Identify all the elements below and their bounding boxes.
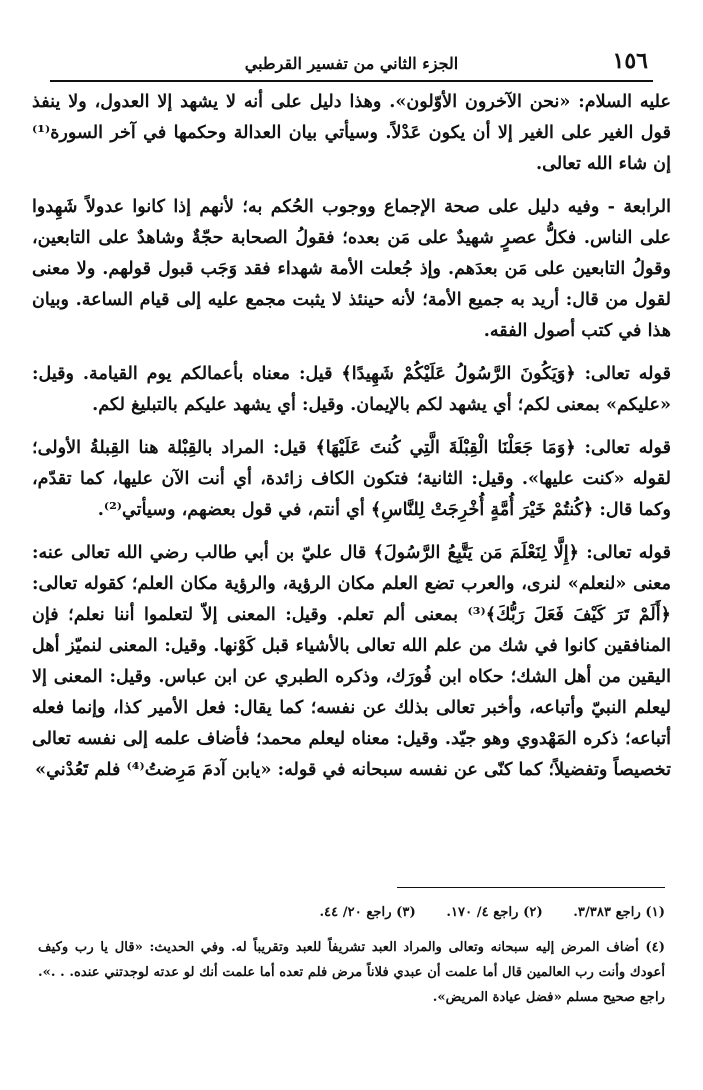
page-number: ١٥٦ <box>612 48 648 74</box>
footnote-4: (٤) أضاف المرض إليه سبحانه وتعالى والمراد العبد تشريفاً للعبد وتقريباً له. وفي الحديث: «قال يا رب وكيف أعودك وأنت رب العالمين قال أما علمت أن عبدي فلاناً مرض فلم تعده أما علمت أنك لو عدته لوجدتني عنده. . .». راجع صحيح مسلم «فضل عيادة المريض». <box>38 940 665 1005</box>
main-text <box>32 86 671 797</box>
footnote-divider <box>397 887 665 888</box>
footnote-refs-line <box>38 900 665 925</box>
paragraph-5: قوله تعالى: ﴿إِلَّا لِنَعْلَمَ مَن يَتَّبِعُ الرَّسُولَ﴾ قال عليّ بن أبي طالب رضي الله تعالى عنه: معنى «لنعلم» لنرى، والعرب تضع العلم مكان الرؤية، والرؤية مكان العلم؛ كقوله تعالى: ﴿أَلَمْ تَرَ كَيْفَ فَعَلَ رَبُّكَ﴾⁽³⁾ بمعنى ألم تعلم. وقيل: المعنى إلاّ لتعلموا أننا نعلم؛ فإن المنافقين كانوا في شك من علم الله تعالى بالأشياء قبل كَوْنها. وقيل: المعنى لنميّز أهل اليقين من أهل الشك؛ حكاه ابن فُورَك، وذكره الطبري عن ابن عباس. وقيل: المعنى إلا ليعلم النبيّ وأتباعه، وأخبر تعالى بذلك عن نفسه؛ كما يقال: فعل الأمير كذا، وإنما فعله أتباعه؛ ذكره المَهْدوي وهو جيّد. وقيل: معناه ليعلم محمد؛ فأضاف علمه إلى نفسه تعالى تخصيصاً وتفضيلاً؛ كما كنّى عن نفسه سبحانه في قوله: «يابن آدمَ مَرِضتُ⁽⁴⁾ فلم تَعُدْني» <box>32 542 671 780</box>
footnotes <box>38 900 665 1010</box>
paragraph-4: قوله تعالى: ﴿وَمَا جَعَلْنَا الْقِبْلَةَ الَّتِي كُنتَ عَلَيْهَا﴾ قيل: المراد بالقِبْلة هنا القِبلةُ الأولى؛ لقوله «كنت عليها». وقيل: الثانية؛ فتكون الكاف زائدة، أي أنت الآن عليها، كما تقدّم، وكما قال: ﴿كُنتُمْ خَيْرَ أُمَّةٍ أُخْرِجَتْ لِلنَّاسِ﴾ أي أنتم، في قول بعضهم، وسيأتي⁽²⁾. <box>32 437 671 520</box>
paragraph-2: الرابعة - وفيه دليل على صحة الإجماع ووجوب الحُكم به؛ لأنهم إذا كانوا عدولاً شَهِدوا على الناس. فكلُّ عصرٍ شهيدٌ على مَن بعده؛ فقولُ الصحابة حجّةٌ وشاهدٌ على التابعين، وقولُ التابعين على مَن بعدَهم. وإذ جُعلت الأمة شهداء فقد وَجَب قبول قولهم. ولا معنى لقول من قال: أريد به جميع الأمة؛ لأنه حينئذ لا يثبت مجمع عليه إلى قيام الساعة. وبيان هذا في كتب أصول الفقه. <box>32 196 671 341</box>
running-title: الجزء الثاني من تفسير القرطبي <box>244 54 459 73</box>
paragraph-1: عليه السلام: «نحن الآخرون الأوّلون». وهذا دليل على أنه لا يشهد إلا العدول، ولا ينفذ قول الغير على الغير إلا أن يكون عَدْلاً. وسيأتي بيان العدالة وحكمها في آخر السورة⁽¹⁾ إن شاء الله تعالى. <box>32 91 671 174</box>
page-header <box>30 40 673 84</box>
paragraph-3: قوله تعالى: ﴿وَيَكُونَ الرَّسُولُ عَلَيْكُمْ شَهِيدًا﴾ قيل: معناه بأعمالكم يوم القيامة. وقيل: «عليكم» بمعنى لكم؛ أي يشهد لكم بالإيمان. وقيل: أي يشهد عليكم بالتبليغ لكم. <box>32 363 671 415</box>
header-divider <box>50 80 653 82</box>
footnote-1: (١) راجع ٣/٣٨٣. <box>573 905 665 920</box>
footnote-2: (٢) راجع ٤/ ١٧٠. <box>446 905 543 920</box>
footnote-3: (٣) راجع ٢٠/ ٤٤. <box>319 905 416 920</box>
